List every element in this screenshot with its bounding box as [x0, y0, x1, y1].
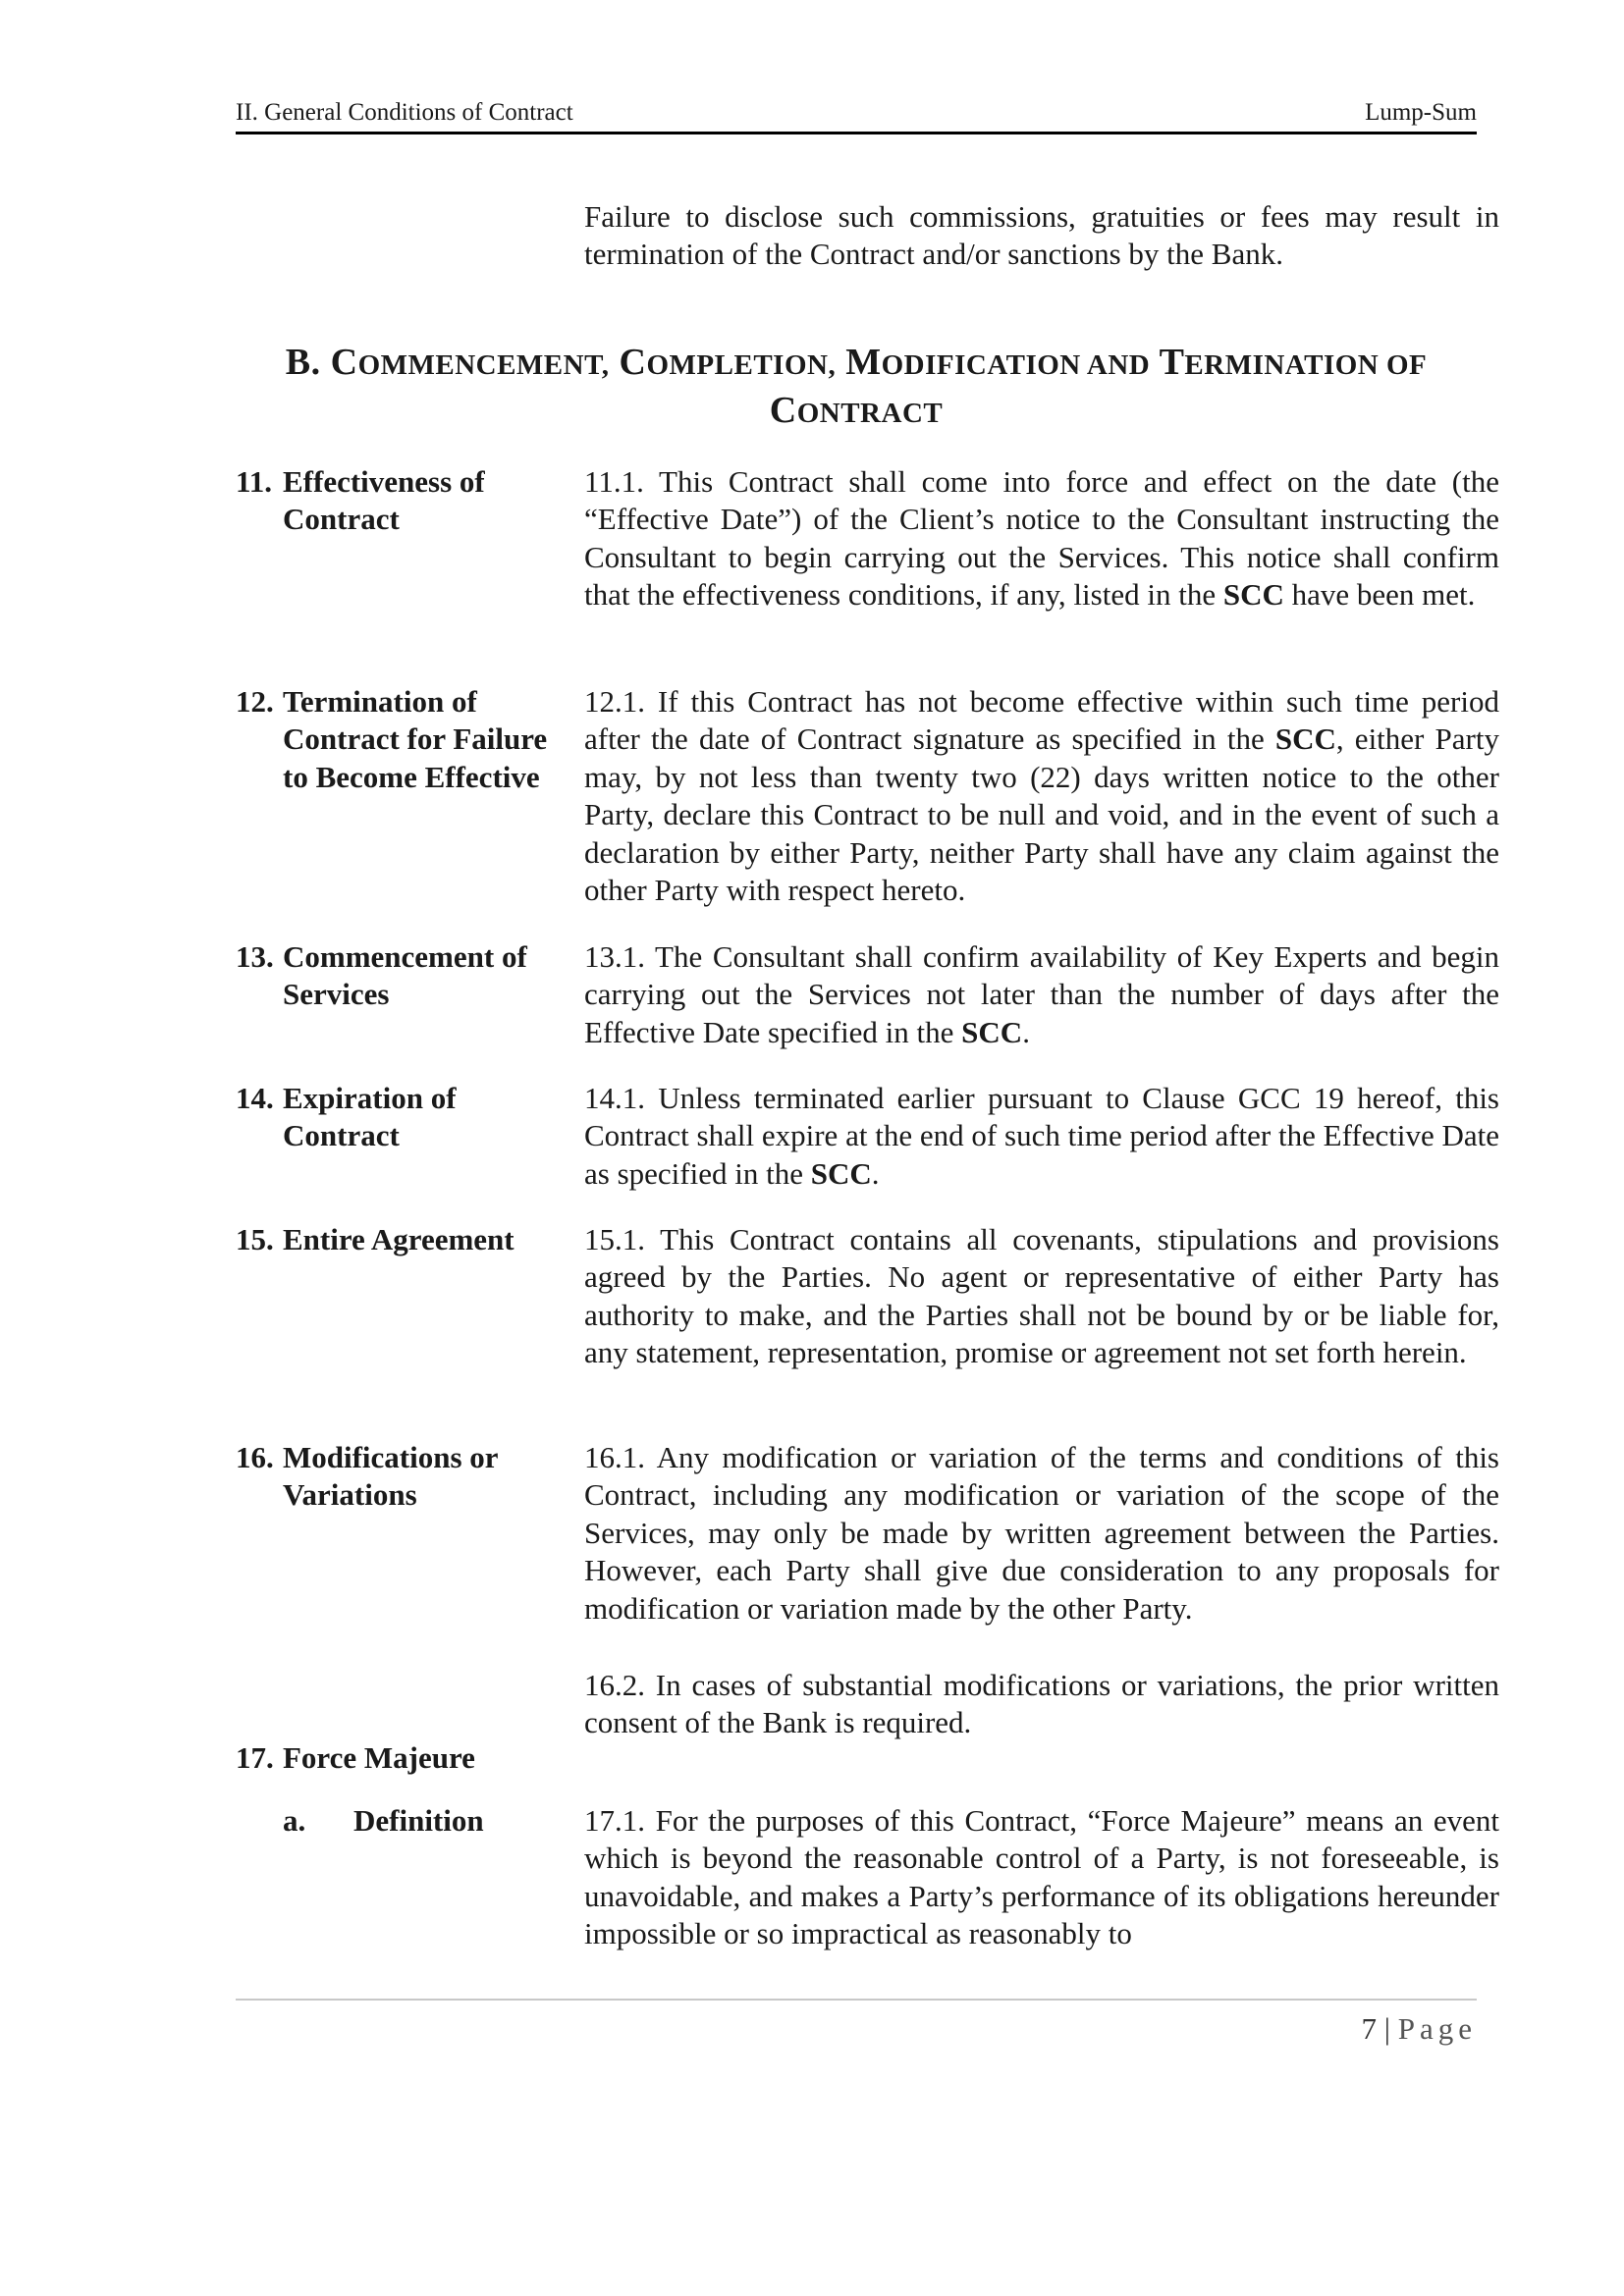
- clause-heading: [236, 1221, 550, 1258]
- footer-rule: [236, 1999, 1477, 2001]
- clause-paragraph: 11.1. This Contract shall come into force and effect on the date (the “Effective Date”) of the Client’s notice to the Consultant instructing the Consultant to begin carrying out the Services. This notice shall confirm that the effectiveness conditions, if any, listed in the SCC have been met.: [584, 464, 1499, 613]
- clause-body: [584, 683, 1499, 909]
- clause-body: [584, 1221, 1499, 1372]
- subclause-title: Definition: [353, 1803, 484, 1838]
- section-word: MODIFICATION AND: [845, 342, 1151, 383]
- clause-number: 12.: [236, 684, 274, 719]
- clause-heading: [236, 1080, 550, 1155]
- clause-body: [584, 1667, 1499, 1742]
- section-word: TERMINATION OF: [1159, 342, 1428, 383]
- clause-paragraph: 13.1. The Consultant shall confirm availability of Key Experts and begin carrying out the Services not later than the number of days after the Effective Date specified in the SCC.: [584, 939, 1499, 1049]
- section-word: COMPLETION,: [619, 342, 837, 383]
- clause-body: [584, 1802, 1499, 1953]
- intro-paragraph: Failure to disclose such commissions, gratuities or fees may result in termination of the Contract and/or sanctions by the Bank.: [584, 199, 1499, 272]
- clause-title: Effectiveness of Contract: [283, 464, 485, 537]
- page-number: 7: [1361, 2011, 1378, 2046]
- header-left: II. General Conditions of Contract: [236, 99, 573, 126]
- clause-number: 15.: [236, 1222, 274, 1256]
- header-right: Lump-Sum: [1365, 99, 1477, 126]
- clause-paragraph: 15.1. This Contract contains all covenants, stipulations and provisions agreed by the Parties. No agent or representative of either Party has authority to make, and the Parties shall not be bound by or be liable for, any statement, representation, promise or agreement not set forth herein.: [584, 1222, 1499, 1370]
- clause-heading: [236, 683, 550, 796]
- clause-paragraph: 17.1. For the purposes of this Contract, “Force Majeure” means an event which is beyond the reasonable control of a Party, is not foreseeable, is unavoidable, and makes a Party’s performance of its obligations hereunder impossible or so impractical as reasonably to: [584, 1803, 1499, 1951]
- clause-heading: [236, 463, 550, 539]
- section-title-line-2: CONTRACT: [769, 390, 944, 431]
- page-word: Page: [1397, 2011, 1477, 2046]
- section-title: [236, 340, 1477, 436]
- section-title-line-1: [236, 340, 1477, 388]
- clause-paragraph: 16.1. Any modification or variation of the terms and conditions of this Contract, including any modification or variation of the scope of the Services, may only be made by written agreement between the Parties. However, each Party shall give due consideration to any proposals for modification or variation made by the other Party.: [584, 1440, 1499, 1626]
- clause-body: [584, 1080, 1499, 1193]
- clause-heading: [236, 1439, 550, 1515]
- page-header: [236, 98, 1477, 134]
- section-word: COMMENCEMENT,: [330, 342, 610, 383]
- clause-number: 13.: [236, 939, 274, 974]
- clause-paragraph: 12.1. If this Contract has not become effective within such time period after the date of Contract signature as specified in the SCC, either Party may, by not less than twenty two (22) days written notice to the other Party, declare this Contract to be null and void, and in the event of such a declaration by either Party, neither Party shall have any claim against the other Party with respect hereto.: [584, 684, 1499, 908]
- clause-title: Termination of Contract for Failure to Become Effective: [283, 684, 548, 794]
- page-footer: [1362, 2010, 1477, 2048]
- clause-title: Expiration of Contract: [283, 1081, 457, 1153]
- clause-body: [584, 463, 1499, 614]
- clause-paragraph: 16.2. In cases of substantial modifications or variations, the prior written consent of the Bank is required.: [584, 1668, 1499, 1740]
- clause-number: 17.: [236, 1740, 274, 1775]
- clause-number: 16.: [236, 1440, 274, 1474]
- clause-paragraph: 14.1. Unless terminated earlier pursuant to Clause GCC 19 hereof, this Contract shall expire at the end of such time period after the Effective Date as specified in the SCC.: [584, 1081, 1499, 1191]
- clause-body: [584, 1439, 1499, 1628]
- section-letter: B.: [285, 342, 321, 383]
- clause-title: Modifications or Variations: [283, 1440, 498, 1513]
- clause-heading: [236, 938, 550, 1014]
- clause-body: [584, 938, 1499, 1051]
- clause-title: Force Majeure: [283, 1740, 475, 1775]
- clause-title: Entire Agreement: [283, 1222, 514, 1256]
- subclause-number: a.: [283, 1803, 306, 1838]
- clause-title: Commencement of Services: [283, 939, 527, 1012]
- footer-separator: |: [1383, 2011, 1390, 2046]
- clause-heading: [236, 1739, 628, 1777]
- clause-number: 11.: [236, 464, 273, 499]
- clause-number: 14.: [236, 1081, 274, 1115]
